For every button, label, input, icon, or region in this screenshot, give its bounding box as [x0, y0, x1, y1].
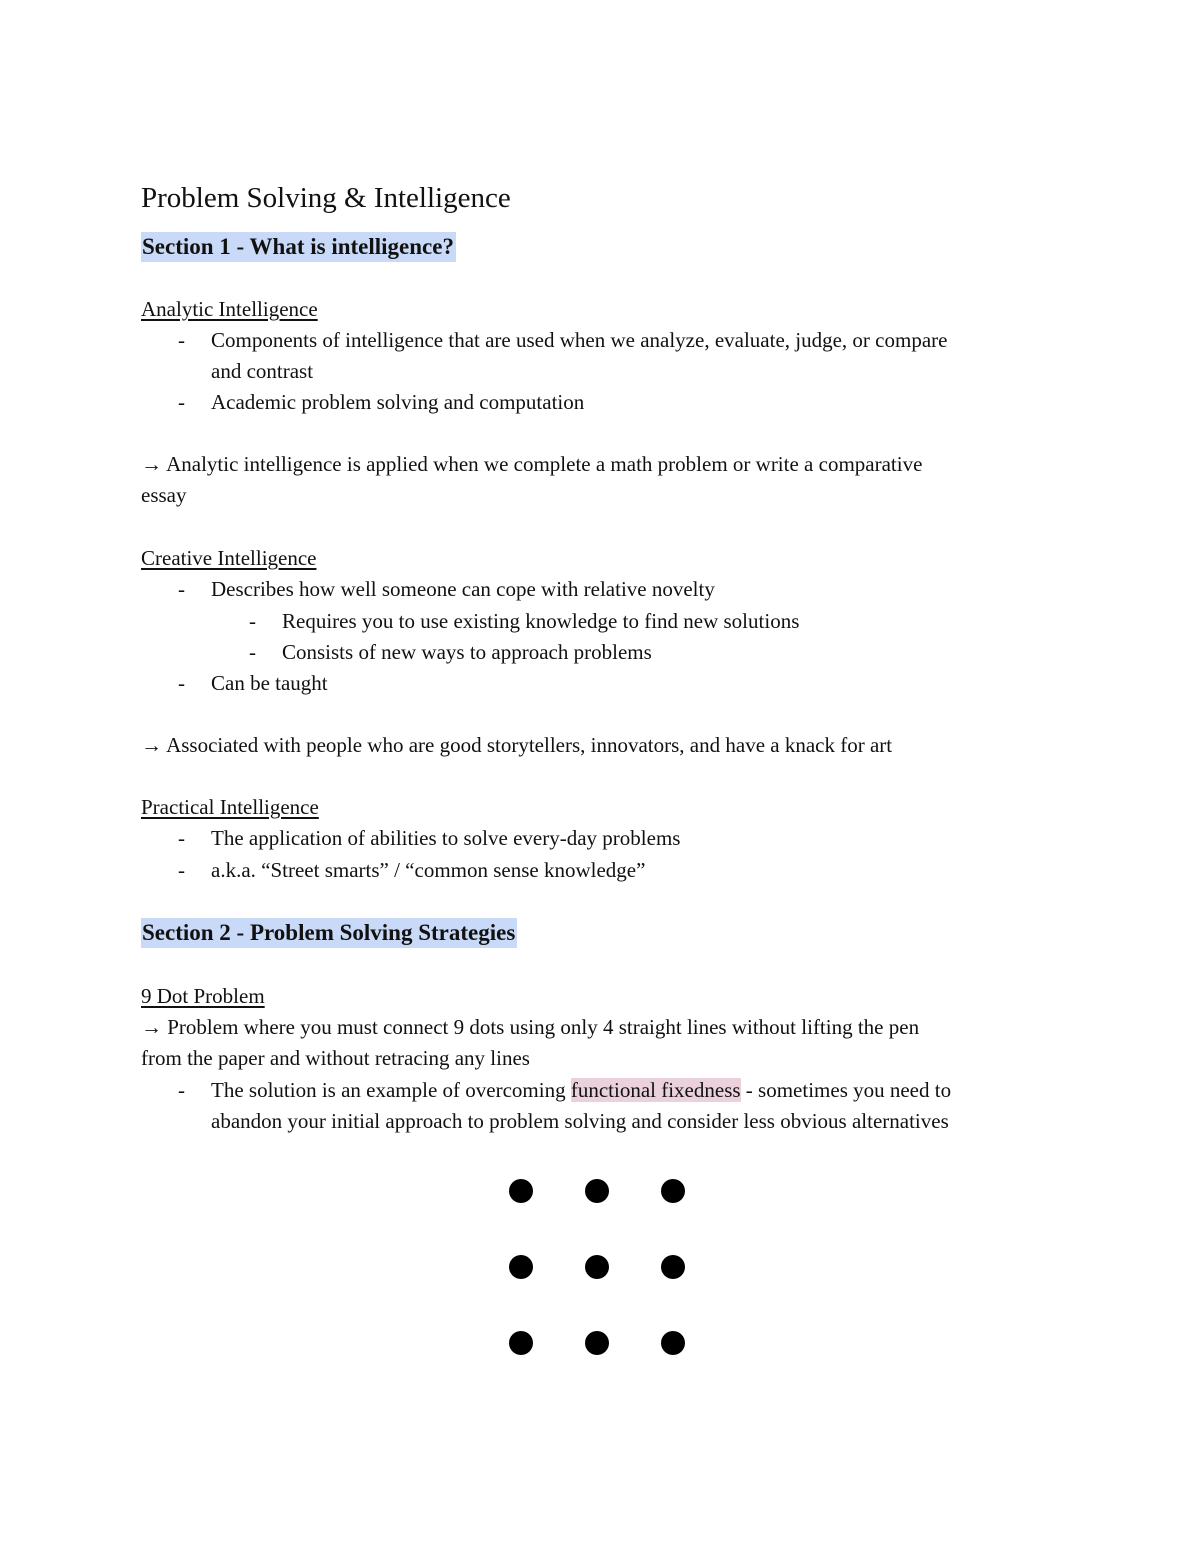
- nine-dot-grid: [509, 1179, 689, 1359]
- list-item: [249, 606, 800, 637]
- bullet-text: Components of intelligence that are used when we analyze, evaluate, judge, or compare: [211, 328, 948, 352]
- bullet-dash: -: [249, 609, 256, 633]
- bullet-dash: -: [178, 826, 185, 850]
- bullet-dash: -: [178, 577, 185, 601]
- list-item: [178, 823, 681, 854]
- dot: [509, 1331, 533, 1355]
- list-item: [178, 1075, 952, 1106]
- practical-intelligence-heading: Practical Intelligence: [141, 795, 319, 819]
- bullet-text-suffix: - sometimes you need to: [740, 1078, 952, 1102]
- analytic-intelligence-heading: Analytic Intelligence: [141, 297, 318, 321]
- bullet-text-prefix: The solution is an example of overcoming: [211, 1078, 571, 1102]
- bullet-text: a.k.a. “Street smarts” / “common sense knowledge”: [211, 858, 646, 882]
- dot: [661, 1255, 685, 1279]
- analytic-summary-line: essay: [141, 483, 187, 507]
- nine-dot-description-line: → Problem where you must connect 9 dots using only 4 straight lines without lifting the pen: [141, 1015, 920, 1039]
- bullet-continuation: and contrast: [211, 359, 314, 383]
- list-item: [178, 387, 585, 418]
- list-item: [178, 668, 328, 699]
- bullet-text: The application of abilities to solve every-day problems: [211, 826, 681, 850]
- document-title: Problem Solving & Intelligence: [141, 182, 511, 214]
- dot: [585, 1255, 609, 1279]
- list-item: [178, 574, 715, 605]
- dot: [661, 1331, 685, 1355]
- bullet-dash: -: [249, 640, 256, 664]
- dot: [661, 1179, 685, 1203]
- bullet-dash: -: [178, 1078, 185, 1102]
- bullet-text: Can be taught: [211, 671, 328, 695]
- dot: [509, 1179, 533, 1203]
- bullet-continuation: abandon your initial approach to problem solving and consider less obvious alternatives: [211, 1109, 949, 1133]
- bullet-text: Describes how well someone can cope with relative novelty: [211, 577, 715, 601]
- creative-intelligence-heading: Creative Intelligence: [141, 546, 317, 570]
- list-item: [249, 637, 652, 668]
- section-1-heading: Section 1 - What is intelligence?: [141, 232, 456, 262]
- dot: [509, 1255, 533, 1279]
- dot: [585, 1331, 609, 1355]
- creative-summary-line: → Associated with people who are good storytellers, innovators, and have a knack for art: [141, 733, 893, 757]
- bullet-dash: -: [178, 328, 185, 352]
- functional-fixedness-highlight: functional fixedness: [570, 1078, 741, 1102]
- bullet-dash: -: [178, 390, 185, 414]
- bullet-text: Consists of new ways to approach problems: [282, 640, 652, 664]
- bullet-dash: -: [178, 671, 185, 695]
- list-item: [178, 855, 646, 886]
- bullet-text: Requires you to use existing knowledge to find new solutions: [282, 609, 800, 633]
- list-item: [178, 325, 948, 356]
- bullet-dash: -: [178, 858, 185, 882]
- section-2-heading: Section 2 - Problem Solving Strategies: [141, 918, 517, 948]
- dot: [585, 1179, 609, 1203]
- analytic-summary-line: → Analytic intelligence is applied when we complete a math problem or write a comparative: [141, 452, 923, 476]
- nine-dot-description-line: from the paper and without retracing any lines: [141, 1046, 530, 1070]
- nine-dot-problem-heading: 9 Dot Problem: [141, 984, 265, 1008]
- bullet-text: Academic problem solving and computation: [211, 390, 585, 414]
